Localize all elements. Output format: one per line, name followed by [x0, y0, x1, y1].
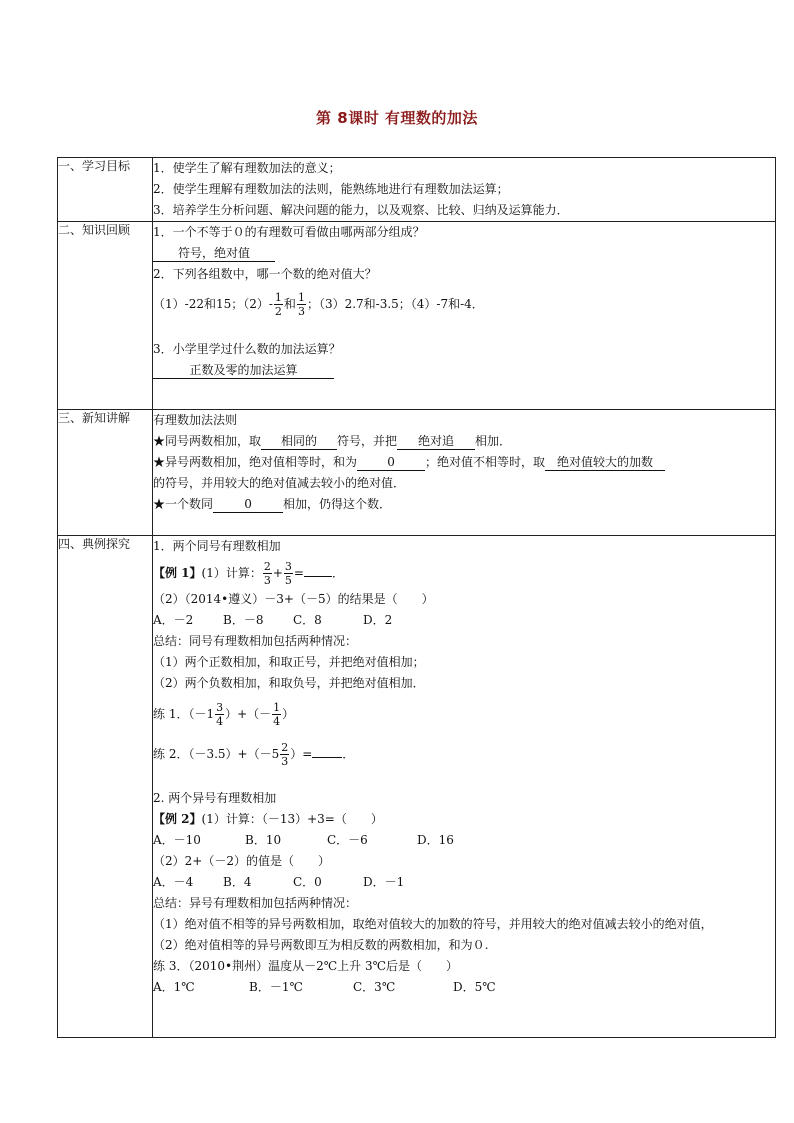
summary-2: 总结：异号有理数相加包括两种情况： [153, 896, 358, 910]
review-a1: 符号，绝对值 [153, 246, 275, 262]
practice-2: 练 2．（－3.5）+（－5 $\frac{2}{3}$ ）= ． [153, 741, 355, 768]
new-content [153, 410, 776, 536]
practice-1: 练 1．（－1 $\frac{3}{4}$ ）+（－ $\frac{1}{4}$ ） [153, 701, 295, 728]
fraction: $\frac{1}{4}$ [273, 701, 281, 728]
example-1-part-2: （2）（2014•遵义）－3+（－5）的结果是（ ） [153, 592, 434, 606]
examples-label: 四、典例探究 [58, 536, 153, 1038]
example-2-options: A．－10 B．10 C．－6 D．16 [153, 833, 454, 847]
review-a3: 正数及零的加法运算 [153, 363, 334, 379]
examples-content [153, 536, 776, 1038]
fraction: $\frac{3}{5}$ [284, 560, 292, 587]
goal-item: 2．使学生理解有理数加法的法则，能熟练地进行有理数加法运算； [153, 182, 509, 196]
rule-2: ★异号两数相加，绝对值相等时，和为 0 ；绝对值不相等时，取 绝对值较大的加数 [153, 452, 775, 473]
practice-3-options: A．1℃ B．－1℃ C．3℃ D．5℃ [153, 980, 496, 994]
fraction: $\frac{1}{2}$ [274, 291, 282, 318]
example-2-options-2: A．－4 B．4 C．0 D．－1 [153, 875, 405, 889]
example-2-part-2: （2）2+（－2）的值是（ ） [153, 854, 330, 868]
review-content [153, 222, 776, 410]
fraction: $\frac{3}{4}$ [216, 701, 224, 728]
summary-1-a: （1）两个正数相加，和取正号，并把绝对值相加； [153, 655, 425, 669]
examples-heading-2: 2. 两个异号有理数相加 [153, 791, 277, 805]
review-row [58, 222, 776, 410]
rule-3: ★一个数同 0 相加，仍得这个数． [153, 497, 392, 511]
goals-label: 一、学习目标 [58, 158, 153, 222]
new-row [58, 410, 776, 536]
lesson-table [57, 157, 776, 1038]
rule-heading: 有理数加法法则 [153, 413, 238, 427]
example-1: 【例 1】(1）计算： $\frac{2}{3}$ + $\frac{3}{5}$ = ． [153, 560, 344, 587]
summary-2-a: （1）绝对值不相等的异号两数相加，取绝对值较大的加数的符号，并用较大的绝对值减去较小的绝对值， [153, 917, 713, 931]
goal-item: 3．培养学生分析问题、解决问题的能力，以及观察、比较、归纳及运算能力． [153, 203, 569, 217]
new-label: 三、新知讲解 [58, 410, 153, 536]
fraction: $\frac{1}{3}$ [297, 291, 305, 318]
page-title: 第 8课时 有理数的加法 [316, 109, 478, 127]
summary-1-b: （2）两个负数相加，和取负号，并把绝对值相加． [153, 676, 425, 690]
review-q3: 3．小学里学过什么数的加法运算？ [153, 342, 341, 356]
fraction: $\frac{2}{3}$ [281, 741, 289, 768]
practice-3: 练 3．（2010•荆州）温度从－2℃上升 3℃后是（ ） [153, 959, 458, 973]
goal-item: 1．使学生了解有理数加法的意义； [153, 161, 341, 175]
examples-heading-1: 1．两个同号有理数相加 [153, 539, 281, 553]
goals-row [58, 158, 776, 222]
rule-1: ★同号两数相加，取 相同的 符号，并把 绝对追 相加． [153, 434, 512, 448]
fraction: $\frac{2}{3}$ [263, 560, 271, 587]
summary-1: 总结：同号有理数相加包括两种情况： [153, 634, 358, 648]
review-q1: 1．一个不等于０的有理数可看做由哪两部分组成？ [153, 225, 425, 239]
review-label: 二、知识回顾 [58, 222, 153, 410]
summary-2-b: （2）绝对值相等的异号两数即互为相反数的两数相加，和为０. [153, 938, 489, 952]
example-1-options: A．－2 B．－8 C．8 D．2 [153, 613, 393, 627]
review-q2-items: （1）-22和15；（2）- $\frac{1}{2}$ 和 $\frac{1}{3}$ ；（3）2.7和-3.5；（4）-7和-4． [153, 291, 484, 318]
example-2: 【例 2】(1）计算：（－13）+3=（ ） [153, 812, 383, 826]
rule-2-cont: 的符号，并用较大的绝对值减去较小的绝对值． [153, 476, 406, 490]
review-q2: 2．下列各组数中，哪一个数的绝对值大？ [153, 267, 377, 281]
examples-row [58, 536, 776, 1038]
goals-content [153, 158, 776, 222]
